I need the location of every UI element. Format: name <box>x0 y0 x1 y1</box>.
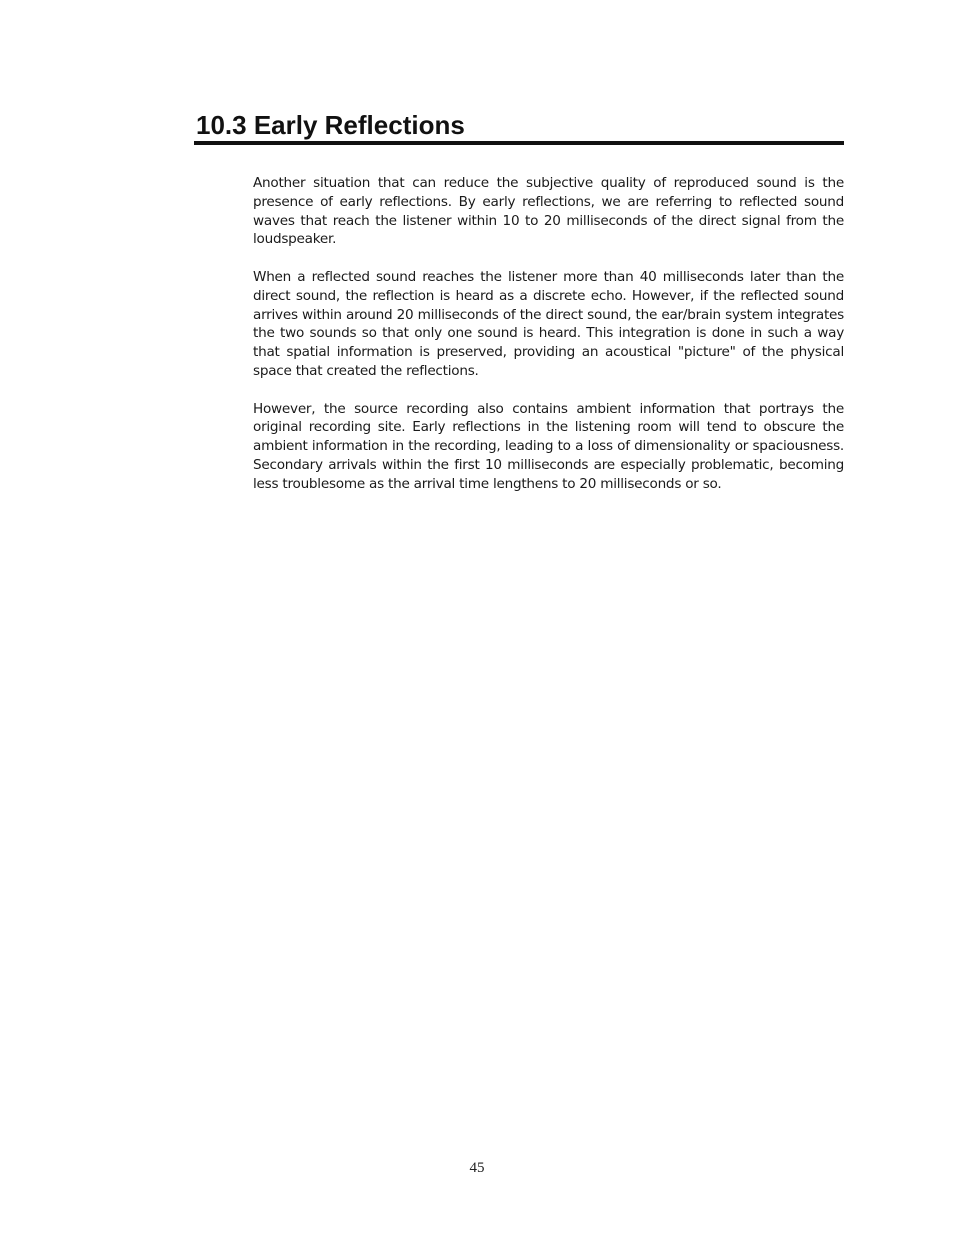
section-heading: 10.3 Early Reflections <box>196 110 465 140</box>
paragraph-1: Another situation that can reduce the subjective quality of reproduced sound is the presence of early reflections. By early reflections, we are referring to reflected sound waves that reach the listener within 10 to 20 milliseconds of the direct signal from the loudspeaker. <box>253 175 844 248</box>
paragraph-3: However, the source recording also contains ambient information that portrays the original recording site. Early reflections in the listening room will tend to obscure the ambient information in the recording, leading to a loss of dimensionality or spaciousness. Secondary arrivals within the first 10 milliseconds are especially problematic, becoming less troublesome as the arrival time lengthens to 20 milliseconds or so. <box>253 400 844 492</box>
page-number: 45 <box>469 1160 485 1176</box>
section-body <box>253 174 844 512</box>
heading-underline <box>194 141 844 145</box>
paragraph-2: When a reflected sound reaches the listener more than 40 milliseconds later than the direct sound, the reflection is heard as a discrete echo. However, if the reflected sound arrives within around 20 milliseconds of the direct sound, the ear/brain system integrates the two sounds so that only one sound is heard. This integration is done in such a way that spatial information is preserved, providing an acoustical "picture" of the physical space that created the reflections. <box>253 268 844 379</box>
